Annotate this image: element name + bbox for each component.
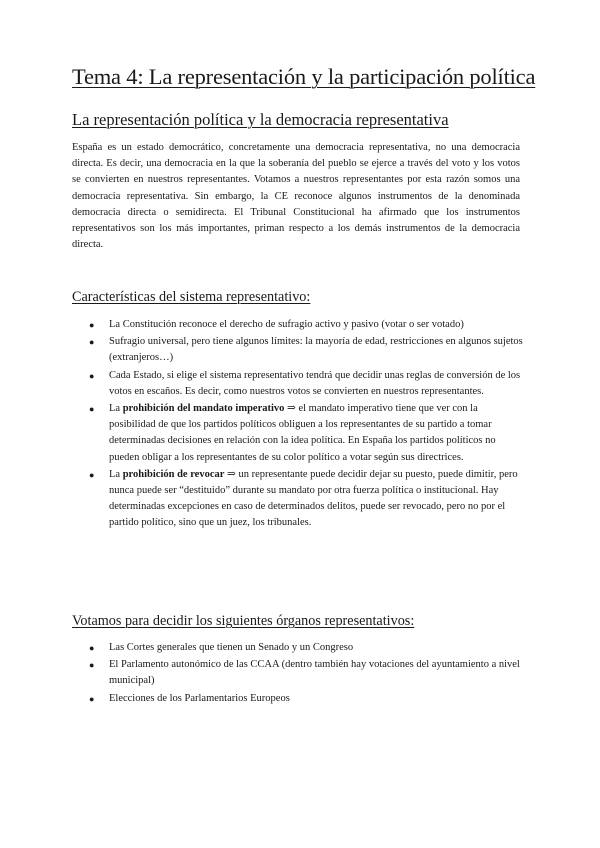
list-item xyxy=(72,640,524,656)
bullet-icon: ● xyxy=(89,370,95,381)
list-item-text: Sufragio universal, pero tiene algunos límites: la mayoría de edad, restricciones en algunos sujetos (extranjeros…) xyxy=(109,336,523,364)
bullet-icon: ● xyxy=(89,469,95,480)
list-item xyxy=(72,467,524,532)
bullet-icon: ● xyxy=(89,660,95,671)
list-item xyxy=(72,334,524,366)
intro-paragraph: España es un estado democrático, concretamente una democracia representativa, no una democracia directa. Es decir, una democracia en la que la soberanía del pueblo se ejerce a través del voto y los votos se convierten en nuestros representantes. Votamos a nuestros representantes por esta razón somos una democracia representativa. Sin embargo, la CE reconoce algunos instrumentos de la denominada democracia directa o semidirecta. El Tribunal Constitucional ha afirmado que los instrumentos representativos son los más importantes, priman respecto a los demás instrumentos de la democracia directa. xyxy=(72,142,520,251)
bullet-icon: ● xyxy=(89,693,95,704)
organos-list xyxy=(72,640,524,708)
list-item xyxy=(72,657,524,689)
section-heading-representacion: La representación política y la democracia representativa xyxy=(72,110,449,129)
page-title: Tema 4: La representación y la participación política xyxy=(72,64,536,89)
list-item-text: La Constitución reconoce el derecho de sufragio activo y pasivo (votar o ser votado) xyxy=(109,319,464,330)
list-item xyxy=(72,317,524,333)
list-item-text: Elecciones de los Parlamentarios Europeos xyxy=(109,692,290,704)
section-heading-caracteristicas: Características del sistema representativo: xyxy=(72,289,311,305)
list-item-text: ⇒ el mandato imperativo tiene que ver con la posibilidad de que los partidos políticos obliguen a los representantes de su partido a tomar determinadas decisiones en relación con la idea política. En España los partidos políticos no pueden obligar a los representantes de su color político a votar según sus directrices. xyxy=(109,403,496,463)
section-heading-organos: Votamos para decidir los siguientes órganos representativos: xyxy=(72,613,415,629)
bullet-icon: ● xyxy=(89,320,95,330)
list-item-text: Cada Estado, si elige el sistema representativo tendrá que decidir unas reglas de conversión de los votos en escaños. Es decir, como nuestros votos se convierten en nuestros representantes. xyxy=(109,369,521,397)
list-item-text: Las Cortes generales que tienen un Senado y un Congreso xyxy=(109,642,354,653)
bullet-icon: ● xyxy=(89,337,95,348)
list-item xyxy=(72,691,524,707)
list-item-text: ⇒ un representante puede decidir dejar su puesto, puede dimitir, pero nunca puede ser “destituido” durante su mandato por otra fuerza política o institucional. Hay determinadas excepciones en caso de determinados delitos, puede ser revocado, pero no por el partido político, sino que un juez, los tribunales. xyxy=(109,468,518,529)
list-item xyxy=(72,368,524,400)
bullet-icon: ● xyxy=(89,643,95,653)
list-item-text: El Parlamento autonómico de las CCAA (dentro también hay votaciones del ayuntamiento a nivel municipal) xyxy=(109,659,520,687)
term-mandato-imperativo: prohibición del mandato imperativo xyxy=(122,403,285,415)
list-item xyxy=(72,401,524,466)
bullet-icon: ● xyxy=(89,404,95,415)
list-item-prefix: La xyxy=(109,468,123,480)
term-prohibicion-revocar: prohibición de revocar xyxy=(122,468,225,480)
caracteristicas-list xyxy=(72,317,524,533)
list-item-prefix: La xyxy=(109,403,123,415)
